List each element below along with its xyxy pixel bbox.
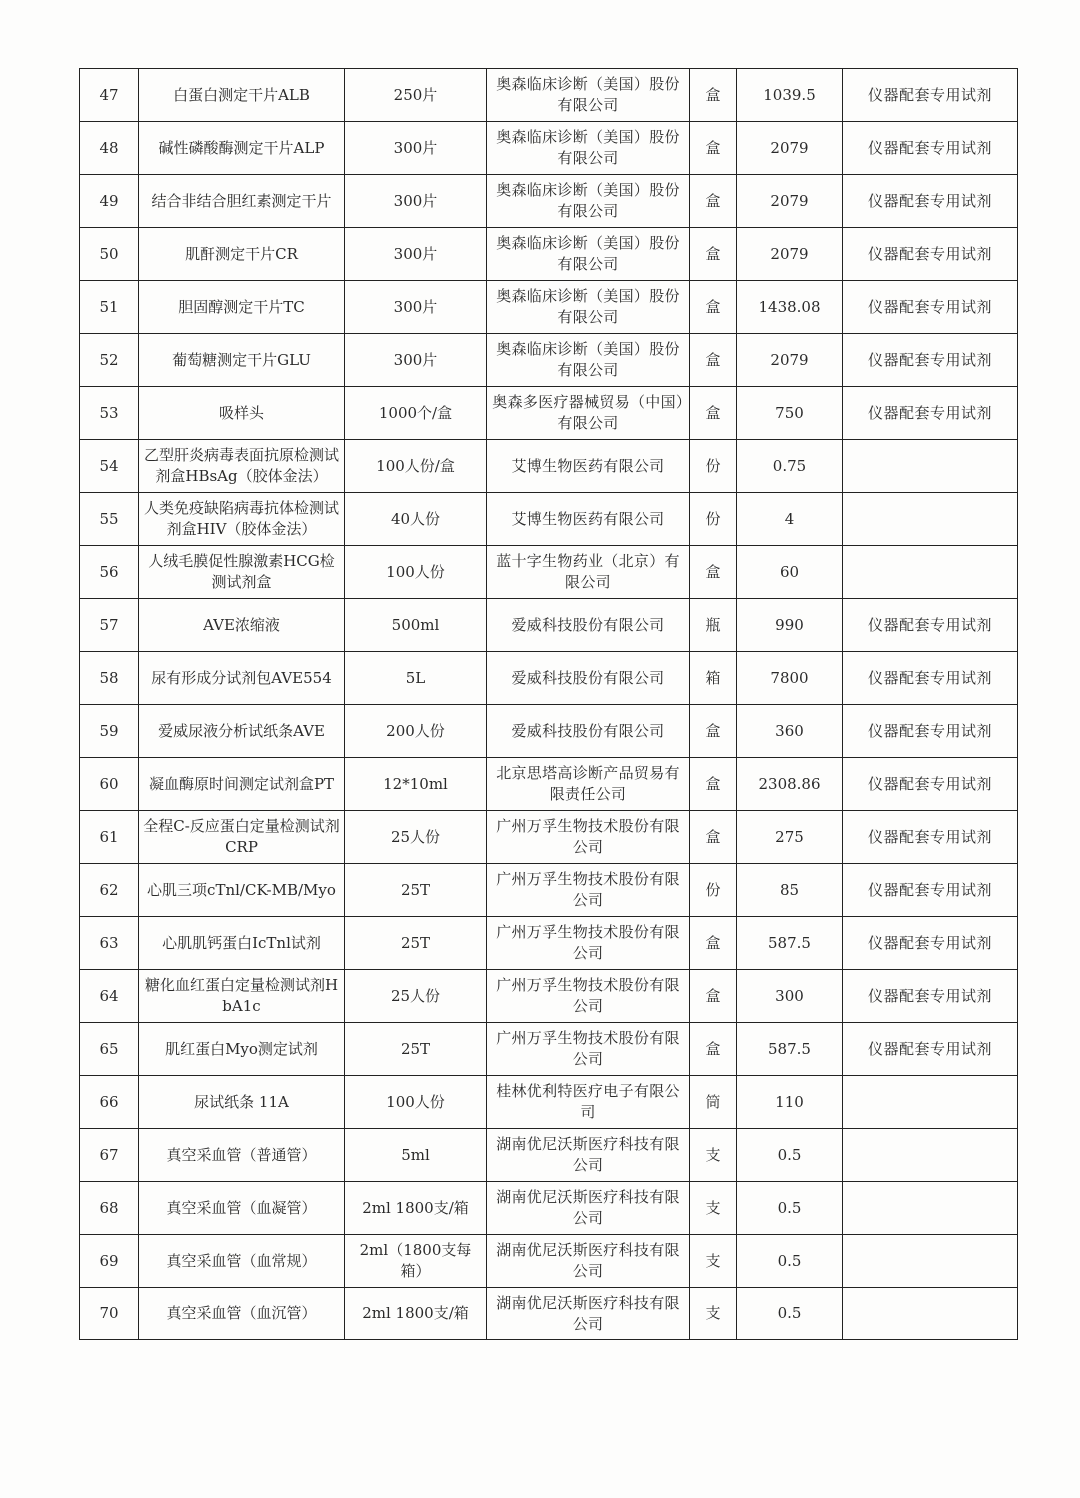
unit-cell: 份: [690, 493, 737, 546]
manufacturer-cell: 湖南优尼沃斯医疗科技有限公司: [487, 1182, 690, 1235]
manufacturer-cell: 广州万孚生物技术股份有限公司: [487, 917, 690, 970]
product-name-cell: 心肌肌钙蛋白IcTnl试剂: [139, 917, 345, 970]
unit-price-cell: 2079: [737, 175, 843, 228]
unit-price-cell: 587.5: [737, 1023, 843, 1076]
row-number-cell: 58: [80, 652, 139, 705]
unit-cell: 支: [690, 1129, 737, 1182]
remark-cell: 仪器配套专用试剂: [843, 334, 1018, 387]
manufacturer-cell: 北京思塔高诊断产品贸易有限责任公司: [487, 758, 690, 811]
table-row: [80, 1129, 1018, 1182]
manufacturer-cell: 奥森临床诊断（美国）股份有限公司: [487, 69, 690, 122]
unit-cell: 份: [690, 440, 737, 493]
unit-cell: 支: [690, 1288, 737, 1340]
unit-price-cell: 2079: [737, 122, 843, 175]
manufacturer-cell: 奥森临床诊断（美国）股份有限公司: [487, 228, 690, 281]
product-name-cell: 胆固醇测定干片TC: [139, 281, 345, 334]
unit-price-cell: 360: [737, 705, 843, 758]
row-number-cell: 51: [80, 281, 139, 334]
remark-cell: 仪器配套专用试剂: [843, 281, 1018, 334]
manufacturer-cell: 湖南优尼沃斯医疗科技有限公司: [487, 1235, 690, 1288]
table-row: [80, 281, 1018, 334]
product-name-cell: 乙型肝炎病毒表面抗原检测试剂盒HBsAg（胶体金法）: [139, 440, 345, 493]
remark-cell: [843, 1129, 1018, 1182]
product-name-cell: 全程C-反应蛋白定量检测试剂CRP: [139, 811, 345, 864]
unit-cell: 盒: [690, 122, 737, 175]
row-number-cell: 56: [80, 546, 139, 599]
product-name-cell: 真空采血管（血常规）: [139, 1235, 345, 1288]
unit-cell: 盒: [690, 705, 737, 758]
product-name-cell: 真空采血管（血凝管）: [139, 1182, 345, 1235]
unit-price-cell: 300: [737, 970, 843, 1023]
unit-price-cell: 587.5: [737, 917, 843, 970]
product-name-cell: 尿试纸条 11A: [139, 1076, 345, 1129]
table-row: [80, 493, 1018, 546]
remark-cell: [843, 1235, 1018, 1288]
specification-cell: 500ml: [345, 599, 487, 652]
table-body: [80, 69, 1018, 1340]
table-row: [80, 1023, 1018, 1076]
unit-cell: 支: [690, 1235, 737, 1288]
unit-cell: 盒: [690, 546, 737, 599]
remark-cell: 仪器配套专用试剂: [843, 970, 1018, 1023]
product-name-cell: 结合非结合胆红素测定干片: [139, 175, 345, 228]
unit-price-cell: 750: [737, 387, 843, 440]
product-name-cell: 吸样头: [139, 387, 345, 440]
row-number-cell: 48: [80, 122, 139, 175]
row-number-cell: 47: [80, 69, 139, 122]
product-name-cell: 真空采血管（普通管）: [139, 1129, 345, 1182]
manufacturer-cell: 奥森多医疗器械贸易（中国）有限公司: [487, 387, 690, 440]
product-name-cell: 凝血酶原时间测定试剂盒PT: [139, 758, 345, 811]
table-row: [80, 864, 1018, 917]
remark-cell: [843, 493, 1018, 546]
product-name-cell: 真空采血管（血沉管）: [139, 1288, 345, 1340]
unit-cell: 瓶: [690, 599, 737, 652]
manufacturer-cell: 桂林优利特医疗电子有限公司: [487, 1076, 690, 1129]
row-number-cell: 67: [80, 1129, 139, 1182]
unit-cell: 盒: [690, 334, 737, 387]
remark-cell: [843, 440, 1018, 493]
remark-cell: 仪器配套专用试剂: [843, 917, 1018, 970]
specification-cell: 300片: [345, 175, 487, 228]
remark-cell: 仪器配套专用试剂: [843, 122, 1018, 175]
table-row: [80, 1076, 1018, 1129]
unit-cell: 盒: [690, 175, 737, 228]
table-row: [80, 652, 1018, 705]
remark-cell: 仪器配套专用试剂: [843, 599, 1018, 652]
table-row: [80, 758, 1018, 811]
unit-price-cell: 990: [737, 599, 843, 652]
row-number-cell: 64: [80, 970, 139, 1023]
table-row: [80, 917, 1018, 970]
specification-cell: 100人份: [345, 1076, 487, 1129]
unit-price-cell: 0.5: [737, 1235, 843, 1288]
remark-cell: [843, 1076, 1018, 1129]
product-name-cell: 糖化血红蛋白定量检测试剂HbA1c: [139, 970, 345, 1023]
row-number-cell: 69: [80, 1235, 139, 1288]
row-number-cell: 52: [80, 334, 139, 387]
specification-cell: 5ml: [345, 1129, 487, 1182]
unit-cell: 盒: [690, 69, 737, 122]
table-row: [80, 970, 1018, 1023]
remark-cell: 仪器配套专用试剂: [843, 811, 1018, 864]
unit-price-cell: 7800: [737, 652, 843, 705]
specification-cell: 2ml 1800支/箱: [345, 1182, 487, 1235]
manufacturer-cell: 艾博生物医药有限公司: [487, 440, 690, 493]
table-row: [80, 1235, 1018, 1288]
unit-price-cell: 110: [737, 1076, 843, 1129]
manufacturer-cell: 艾博生物医药有限公司: [487, 493, 690, 546]
remark-cell: [843, 1182, 1018, 1235]
specification-cell: 1000个/盒: [345, 387, 487, 440]
remark-cell: 仪器配套专用试剂: [843, 387, 1018, 440]
row-number-cell: 57: [80, 599, 139, 652]
unit-cell: 箱: [690, 652, 737, 705]
specification-cell: 25人份: [345, 970, 487, 1023]
manufacturer-cell: 奥森临床诊断（美国）股份有限公司: [487, 122, 690, 175]
row-number-cell: 60: [80, 758, 139, 811]
specification-cell: 40人份: [345, 493, 487, 546]
specification-cell: 300片: [345, 281, 487, 334]
row-number-cell: 59: [80, 705, 139, 758]
unit-price-cell: 0.75: [737, 440, 843, 493]
manufacturer-cell: 爱威科技股份有限公司: [487, 705, 690, 758]
row-number-cell: 63: [80, 917, 139, 970]
unit-price-cell: 275: [737, 811, 843, 864]
table-row: [80, 175, 1018, 228]
unit-price-cell: 2308.86: [737, 758, 843, 811]
specification-cell: 2ml（1800支每箱）: [345, 1235, 487, 1288]
product-name-cell: 葡萄糖测定干片GLU: [139, 334, 345, 387]
unit-price-cell: 0.5: [737, 1129, 843, 1182]
product-name-cell: 尿有形成分试剂包AVE554: [139, 652, 345, 705]
product-name-cell: 肌红蛋白Myo测定试剂: [139, 1023, 345, 1076]
specification-cell: 100人份: [345, 546, 487, 599]
table-row: [80, 334, 1018, 387]
manufacturer-cell: 广州万孚生物技术股份有限公司: [487, 970, 690, 1023]
specification-cell: 25T: [345, 864, 487, 917]
reagent-price-table: [79, 68, 1018, 1340]
remark-cell: 仪器配套专用试剂: [843, 228, 1018, 281]
unit-cell: 盒: [690, 1023, 737, 1076]
specification-cell: 25T: [345, 917, 487, 970]
specification-cell: 12*10ml: [345, 758, 487, 811]
row-number-cell: 65: [80, 1023, 139, 1076]
product-name-cell: 人绒毛膜促性腺激素HCG检测试剂盒: [139, 546, 345, 599]
table-row: [80, 546, 1018, 599]
specification-cell: 100人份/盒: [345, 440, 487, 493]
unit-price-cell: 60: [737, 546, 843, 599]
remark-cell: [843, 1288, 1018, 1340]
row-number-cell: 53: [80, 387, 139, 440]
manufacturer-cell: 蓝十字生物药业（北京）有限公司: [487, 546, 690, 599]
manufacturer-cell: 湖南优尼沃斯医疗科技有限公司: [487, 1288, 690, 1340]
row-number-cell: 54: [80, 440, 139, 493]
specification-cell: 5L: [345, 652, 487, 705]
remark-cell: [843, 546, 1018, 599]
specification-cell: 25T: [345, 1023, 487, 1076]
manufacturer-cell: 奥森临床诊断（美国）股份有限公司: [487, 175, 690, 228]
table-row: [80, 440, 1018, 493]
product-name-cell: 爱威尿液分析试纸条AVE: [139, 705, 345, 758]
manufacturer-cell: 爱威科技股份有限公司: [487, 652, 690, 705]
unit-price-cell: 1438.08: [737, 281, 843, 334]
row-number-cell: 49: [80, 175, 139, 228]
unit-cell: 盒: [690, 970, 737, 1023]
unit-price-cell: 2079: [737, 334, 843, 387]
unit-cell: 盒: [690, 387, 737, 440]
product-name-cell: 碱性磷酸酶测定干片ALP: [139, 122, 345, 175]
remark-cell: 仪器配套专用试剂: [843, 864, 1018, 917]
table-row: [80, 705, 1018, 758]
specification-cell: 250片: [345, 69, 487, 122]
specification-cell: 200人份: [345, 705, 487, 758]
row-number-cell: 55: [80, 493, 139, 546]
unit-cell: 支: [690, 1182, 737, 1235]
manufacturer-cell: 广州万孚生物技术股份有限公司: [487, 864, 690, 917]
table-row: [80, 122, 1018, 175]
unit-price-cell: 4: [737, 493, 843, 546]
product-name-cell: 白蛋白测定干片ALB: [139, 69, 345, 122]
unit-cell: 盒: [690, 281, 737, 334]
manufacturer-cell: 湖南优尼沃斯医疗科技有限公司: [487, 1129, 690, 1182]
specification-cell: 300片: [345, 228, 487, 281]
table-row: [80, 69, 1018, 122]
unit-cell: 筒: [690, 1076, 737, 1129]
unit-price-cell: 2079: [737, 228, 843, 281]
manufacturer-cell: 广州万孚生物技术股份有限公司: [487, 1023, 690, 1076]
specification-cell: 2ml 1800支/箱: [345, 1288, 487, 1340]
specification-cell: 25人份: [345, 811, 487, 864]
remark-cell: 仪器配套专用试剂: [843, 705, 1018, 758]
table-row: [80, 1288, 1018, 1340]
unit-cell: 盒: [690, 917, 737, 970]
manufacturer-cell: 奥森临床诊断（美国）股份有限公司: [487, 334, 690, 387]
row-number-cell: 62: [80, 864, 139, 917]
manufacturer-cell: 广州万孚生物技术股份有限公司: [487, 811, 690, 864]
specification-cell: 300片: [345, 122, 487, 175]
unit-price-cell: 0.5: [737, 1182, 843, 1235]
remark-cell: 仪器配套专用试剂: [843, 1023, 1018, 1076]
table-row: [80, 1182, 1018, 1235]
product-name-cell: 心肌三项cTnl/CK-MB/Myo: [139, 864, 345, 917]
manufacturer-cell: 奥森临床诊断（美国）股份有限公司: [487, 281, 690, 334]
product-name-cell: 肌酐测定干片CR: [139, 228, 345, 281]
table-row: [80, 811, 1018, 864]
unit-cell: 盒: [690, 228, 737, 281]
unit-price-cell: 85: [737, 864, 843, 917]
row-number-cell: 61: [80, 811, 139, 864]
manufacturer-cell: 爱威科技股份有限公司: [487, 599, 690, 652]
table-row: [80, 228, 1018, 281]
table-row: [80, 387, 1018, 440]
unit-cell: 盒: [690, 811, 737, 864]
remark-cell: 仪器配套专用试剂: [843, 758, 1018, 811]
row-number-cell: 50: [80, 228, 139, 281]
unit-price-cell: 1039.5: [737, 69, 843, 122]
remark-cell: 仪器配套专用试剂: [843, 652, 1018, 705]
unit-cell: 份: [690, 864, 737, 917]
row-number-cell: 66: [80, 1076, 139, 1129]
product-name-cell: 人类免疫缺陷病毒抗体检测试剂盒HIV（胶体金法）: [139, 493, 345, 546]
unit-price-cell: 0.5: [737, 1288, 843, 1340]
remark-cell: 仪器配套专用试剂: [843, 175, 1018, 228]
remark-cell: 仪器配套专用试剂: [843, 69, 1018, 122]
row-number-cell: 70: [80, 1288, 139, 1340]
unit-cell: 盒: [690, 758, 737, 811]
table-row: [80, 599, 1018, 652]
row-number-cell: 68: [80, 1182, 139, 1235]
product-name-cell: AVE浓缩液: [139, 599, 345, 652]
specification-cell: 300片: [345, 334, 487, 387]
